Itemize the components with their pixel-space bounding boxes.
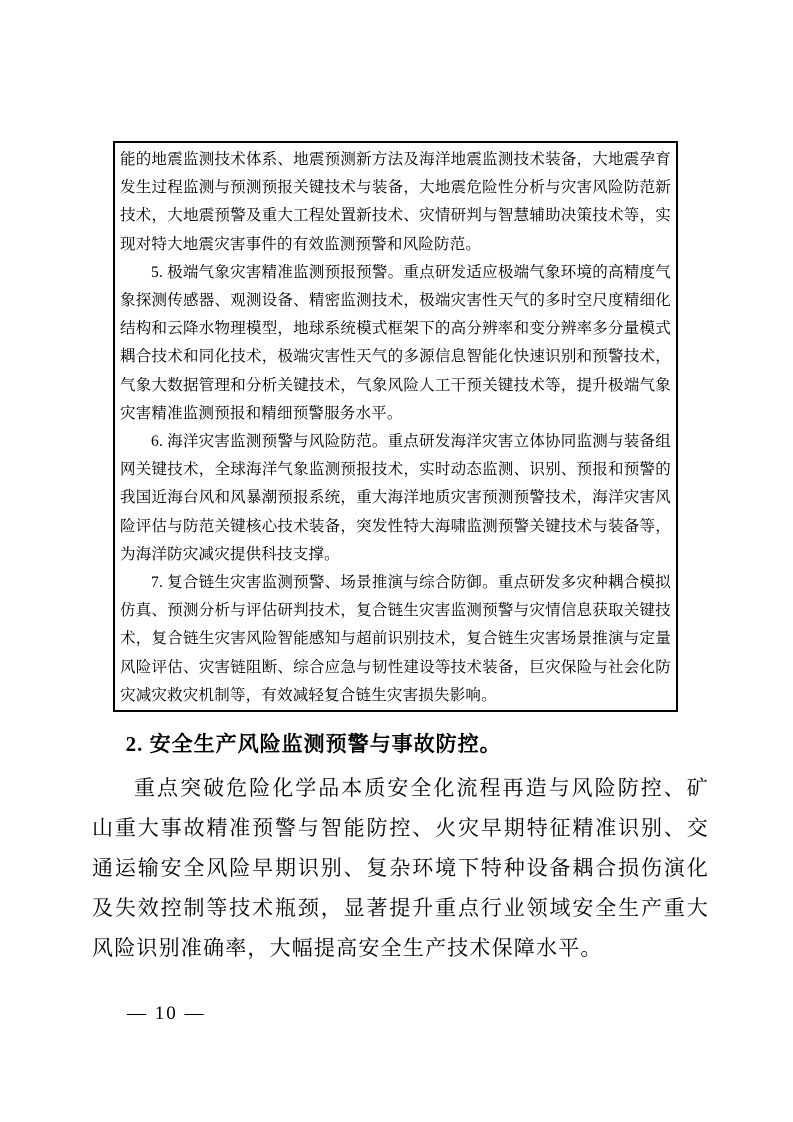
excerpt-paragraph-6: 6. 海洋灾害监测预警与风险防范。重点研发海洋灾害立体协同监测与装备组网关键技术，全球海洋气象监测预报技术，实时动态监测、识别、预报和预警的我国近海台风和风暴潮预报系统，重大海洋地质灾害预测预警技术，海洋灾害风险评估与防范关键核心技术装备，突发性特大海啸监测预警关键技术与装备等，为海洋防灾减灾提供科技支撑。	[120, 433, 671, 563]
excerpt-paragraph-continuation: 能的地震监测技术体系、地震预测新方法及海洋地震监测技术装备，大地震孕育发生过程监测与预测预报关键技术与装备，大地震危险性分析与灾害风险防范新技术，大地震预警及重大工程处置新技术、灾情研判与智慧辅助决策技术等，实现对特大地震灾害事件的有效监测预警和风险防范。	[120, 151, 671, 253]
page-number: — 10 —	[127, 1003, 206, 1024]
boxed-excerpt	[113, 141, 678, 712]
excerpt-paragraph-5: 5. 极端气象灾害精准监测预报预警。重点研发适应极端气象环境的高精度气象探测传感器、观测设备、精密监测技术，极端灾害性天气的多时空尺度精细化结构和云降水物理模型，地球系统模式框架下的高分辨率和变分辨率多分量模式耦合技术和同化技术，极端灾害性天气的多源信息智能化快速识别和预警技术，气象大数据管理和分析关键技术，气象风险人工干预关键技术等，提升极端气象灾害精准监测预报和精细预警服务水平。	[120, 263, 671, 422]
section-2	[92, 726, 709, 968]
section-body-paragraph: 重点突破危险化学品本质安全化流程再造与风险防控、矿山重大事故精准预警与智能防控、火灾早期特征精准识别、交通运输安全风险早期识别、复杂环境下特种设备耦合损伤演化及失效控制等技术瓶颈，显著提升重点行业领域安全生产重大风险识别准确率，大幅提高安全生产技术保障水平。	[92, 776, 709, 960]
excerpt-paragraph-7: 7. 复合链生灾害监测预警、场景推演与综合防御。重点研发多灾种耦合模拟仿真、预测分析与评估研判技术，复合链生灾害监测预警与灾情信息获取关键技术，复合链生灾害风险智能感知与超前识别技术，复合链生灾害场景推演与定量风险评估、灾害链阻断、综合应急与韧性建设等技术装备，巨灾保险与社会化防灾减灾救灾机制等，有效减轻复合链生灾害损失影响。	[120, 574, 671, 704]
section-heading: 2. 安全生产风险监测预警与事故防控。	[125, 732, 502, 756]
